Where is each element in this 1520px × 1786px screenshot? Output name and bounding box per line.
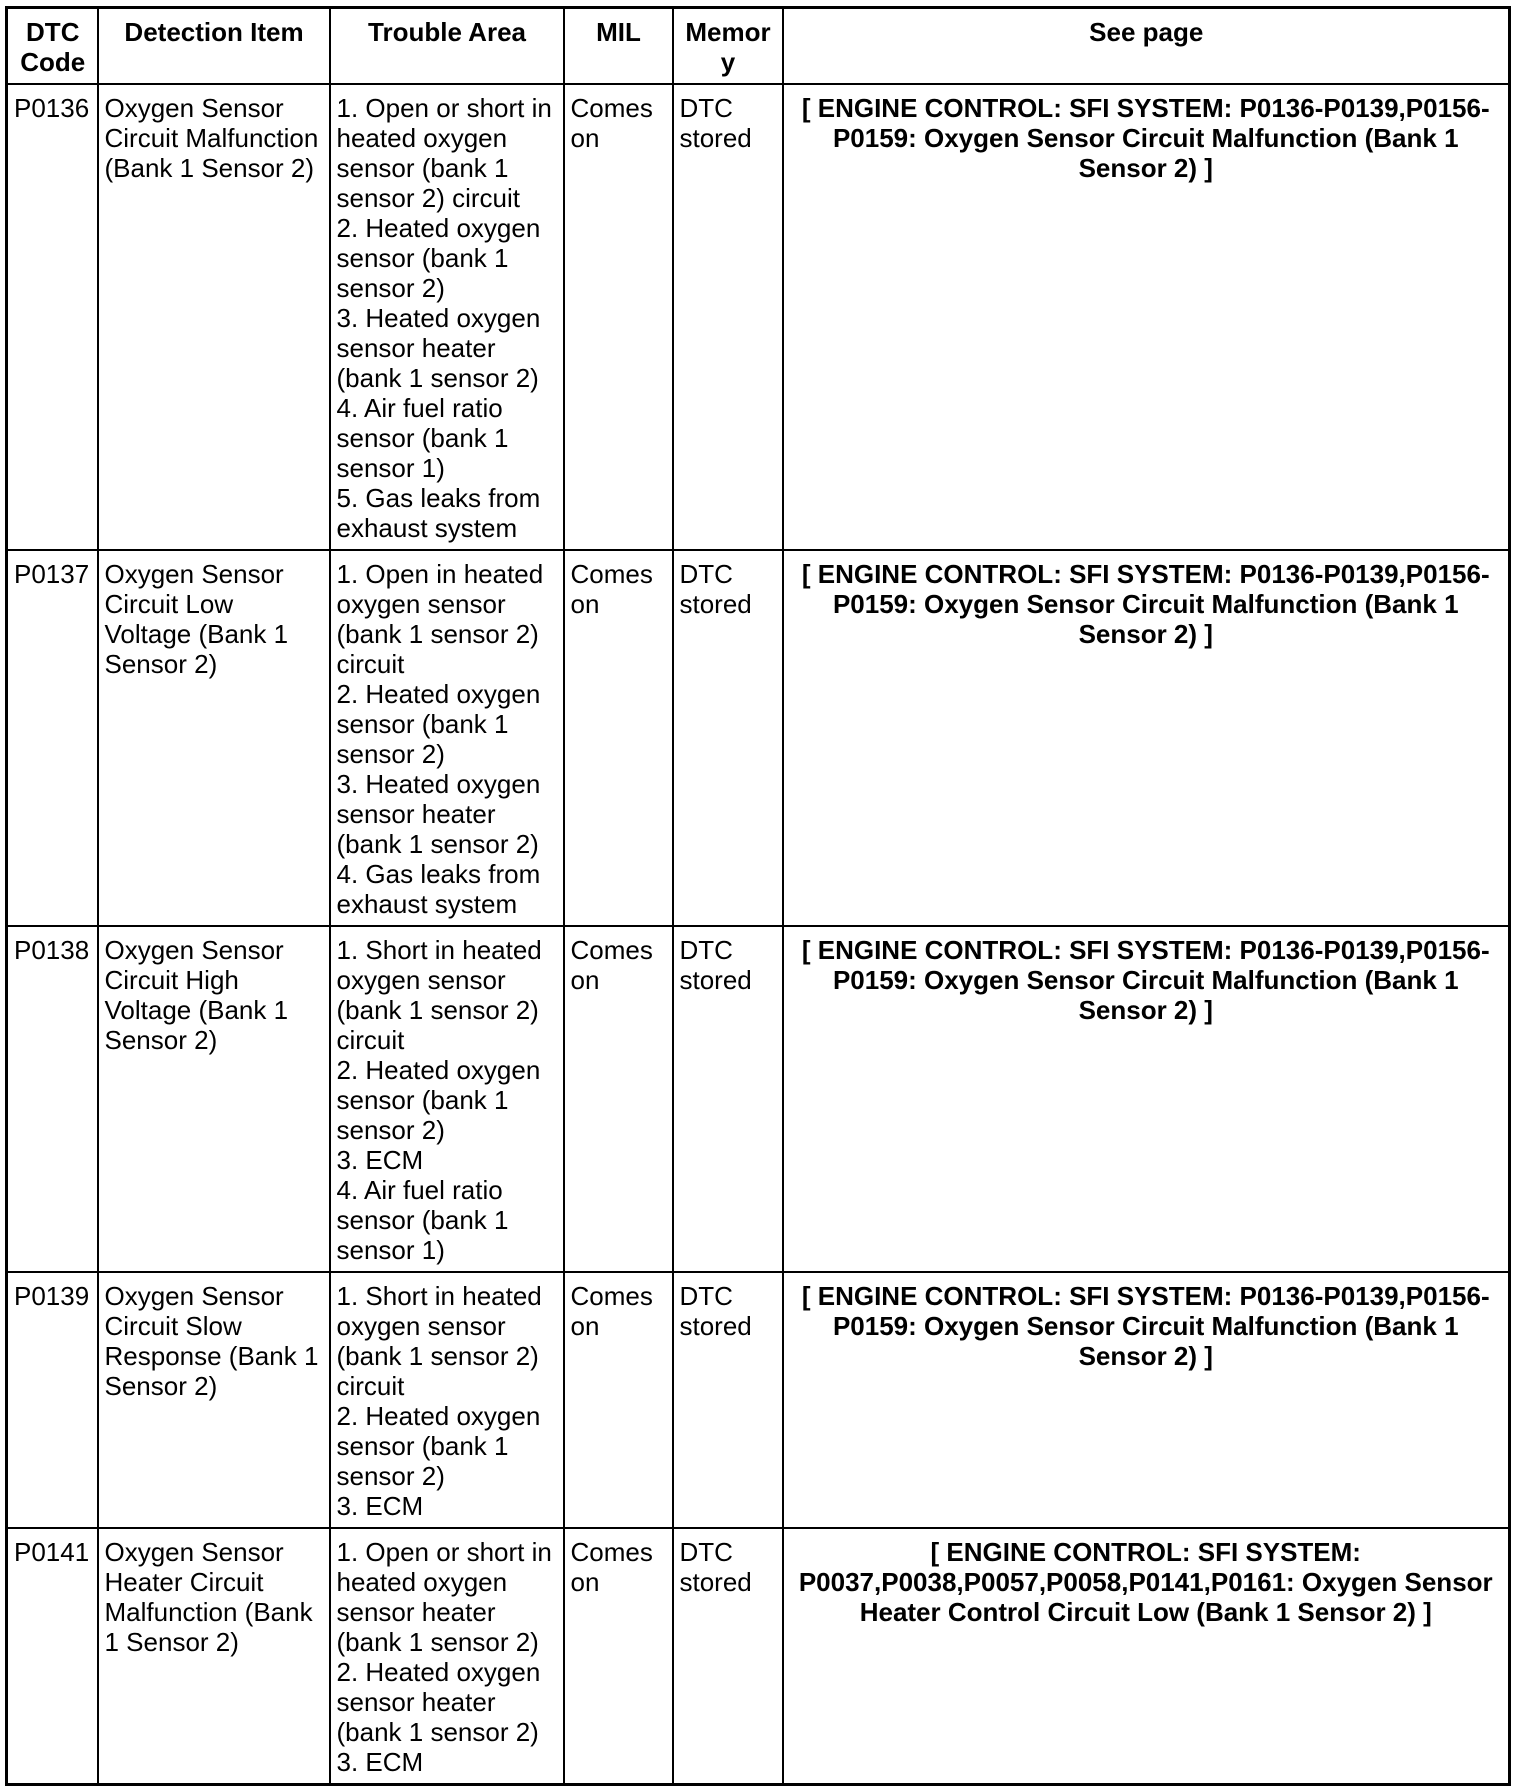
trouble-area-line: 1. Open or short in heated oxygen sensor heater (bank 1 sensor 2) xyxy=(336,1537,552,1657)
trouble-area-cell xyxy=(330,84,564,550)
see-page-link[interactable]: [ ENGINE CONTROL: SFI SYSTEM: P0136-P0139,P0156-P0159: Oxygen Sensor Circuit Malfunction (Bank 1 Sensor 2) ] xyxy=(783,550,1510,926)
trouble-area-line: 5. Gas leaks from exhaust system xyxy=(336,483,541,543)
dtc-code-cell: P0136 xyxy=(7,84,98,550)
trouble-area-line: 1. Short in heated oxygen sensor (bank 1 sensor 2) circuit xyxy=(336,1281,542,1401)
dtc-code-cell: P0139 xyxy=(7,1272,98,1528)
dtc-code-cell: P0141 xyxy=(7,1528,98,1785)
mil-cell: Comes on xyxy=(564,1528,673,1785)
trouble-area-line: 2. Heated oxygen sensor (bank 1 sensor 2) xyxy=(336,213,541,303)
see-page-link[interactable]: [ ENGINE CONTROL: SFI SYSTEM: P0136-P0139,P0156-P0159: Oxygen Sensor Circuit Malfunction (Bank 1 Sensor 2) ] xyxy=(783,926,1510,1272)
table-row xyxy=(7,1528,1510,1785)
trouble-area-line: 3. Heated oxygen sensor heater (bank 1 sensor 2) xyxy=(336,769,541,859)
trouble-area-line: 1. Short in heated oxygen sensor (bank 1 sensor 2) circuit xyxy=(336,935,542,1055)
trouble-area-cell xyxy=(330,550,564,926)
trouble-area-line: 4. Air fuel ratio sensor (bank 1 sensor 1) xyxy=(336,1175,509,1265)
header-memory: Memory xyxy=(673,8,783,85)
detection-item-cell: Oxygen Sensor Circuit Low Voltage (Bank 1 Sensor 2) xyxy=(98,550,330,926)
dtc-code-cell: P0137 xyxy=(7,550,98,926)
header-mil: MIL xyxy=(564,8,673,85)
trouble-area-line: 2. Heated oxygen sensor heater (bank 1 sensor 2) xyxy=(336,1657,541,1747)
detection-item-cell: Oxygen Sensor Circuit High Voltage (Bank 1 Sensor 2) xyxy=(98,926,330,1272)
header-detection-item: Detection Item xyxy=(98,8,330,85)
trouble-area-line: 4. Gas leaks from exhaust system xyxy=(336,859,541,919)
memory-cell: DTC stored xyxy=(673,550,783,926)
table-row xyxy=(7,84,1510,550)
trouble-area-cell xyxy=(330,1528,564,1785)
header-dtc-code: DTC Code xyxy=(7,8,98,85)
dtc-code-cell: P0138 xyxy=(7,926,98,1272)
trouble-area-cell xyxy=(330,1272,564,1528)
trouble-area-line: 3. ECM xyxy=(336,1747,424,1777)
table-row xyxy=(7,1272,1510,1528)
memory-cell: DTC stored xyxy=(673,84,783,550)
memory-cell: DTC stored xyxy=(673,1272,783,1528)
trouble-area-line: 4. Air fuel ratio sensor (bank 1 sensor 1) xyxy=(336,393,509,483)
dtc-table xyxy=(5,6,1511,1786)
header-see-page: See page xyxy=(783,8,1510,85)
detection-item-cell: Oxygen Sensor Heater Circuit Malfunction (Bank 1 Sensor 2) xyxy=(98,1528,330,1785)
detection-item-cell: Oxygen Sensor Circuit Malfunction (Bank 1 Sensor 2) xyxy=(98,84,330,550)
memory-cell: DTC stored xyxy=(673,926,783,1272)
see-page-link[interactable]: [ ENGINE CONTROL: SFI SYSTEM: P0136-P0139,P0156-P0159: Oxygen Sensor Circuit Malfunction (Bank 1 Sensor 2) ] xyxy=(783,1272,1510,1528)
trouble-area-line: 1. Open or short in heated oxygen sensor (bank 1 sensor 2) circuit xyxy=(336,93,552,213)
mil-cell: Comes on xyxy=(564,550,673,926)
trouble-area-line: 3. ECM xyxy=(336,1145,424,1175)
header-trouble-area: Trouble Area xyxy=(330,8,564,85)
trouble-area-line: 2. Heated oxygen sensor (bank 1 sensor 2) xyxy=(336,679,541,769)
header-row xyxy=(7,8,1510,85)
trouble-area-line: 3. Heated oxygen sensor heater (bank 1 sensor 2) xyxy=(336,303,541,393)
table-row xyxy=(7,550,1510,926)
trouble-area-line: 3. ECM xyxy=(336,1491,424,1521)
see-page-link[interactable]: [ ENGINE CONTROL: SFI SYSTEM: P0136-P0139,P0156-P0159: Oxygen Sensor Circuit Malfunction (Bank 1 Sensor 2) ] xyxy=(783,84,1510,550)
trouble-area-line: 2. Heated oxygen sensor (bank 1 sensor 2) xyxy=(336,1401,541,1491)
trouble-area-line: 1. Open in heated oxygen sensor (bank 1 sensor 2) circuit xyxy=(336,559,544,679)
memory-cell: DTC stored xyxy=(673,1528,783,1785)
trouble-area-line: 2. Heated oxygen sensor (bank 1 sensor 2) xyxy=(336,1055,541,1145)
mil-cell: Comes on xyxy=(564,926,673,1272)
table-row xyxy=(7,926,1510,1272)
see-page-link[interactable]: [ ENGINE CONTROL: SFI SYSTEM: P0037,P0038,P0057,P0058,P0141,P0161: Oxygen Sensor Heater Control Circuit Low (Bank 1 Sensor 2) ] xyxy=(783,1528,1510,1785)
trouble-area-cell xyxy=(330,926,564,1272)
mil-cell: Comes on xyxy=(564,1272,673,1528)
detection-item-cell: Oxygen Sensor Circuit Slow Response (Bank 1 Sensor 2) xyxy=(98,1272,330,1528)
mil-cell: Comes on xyxy=(564,84,673,550)
